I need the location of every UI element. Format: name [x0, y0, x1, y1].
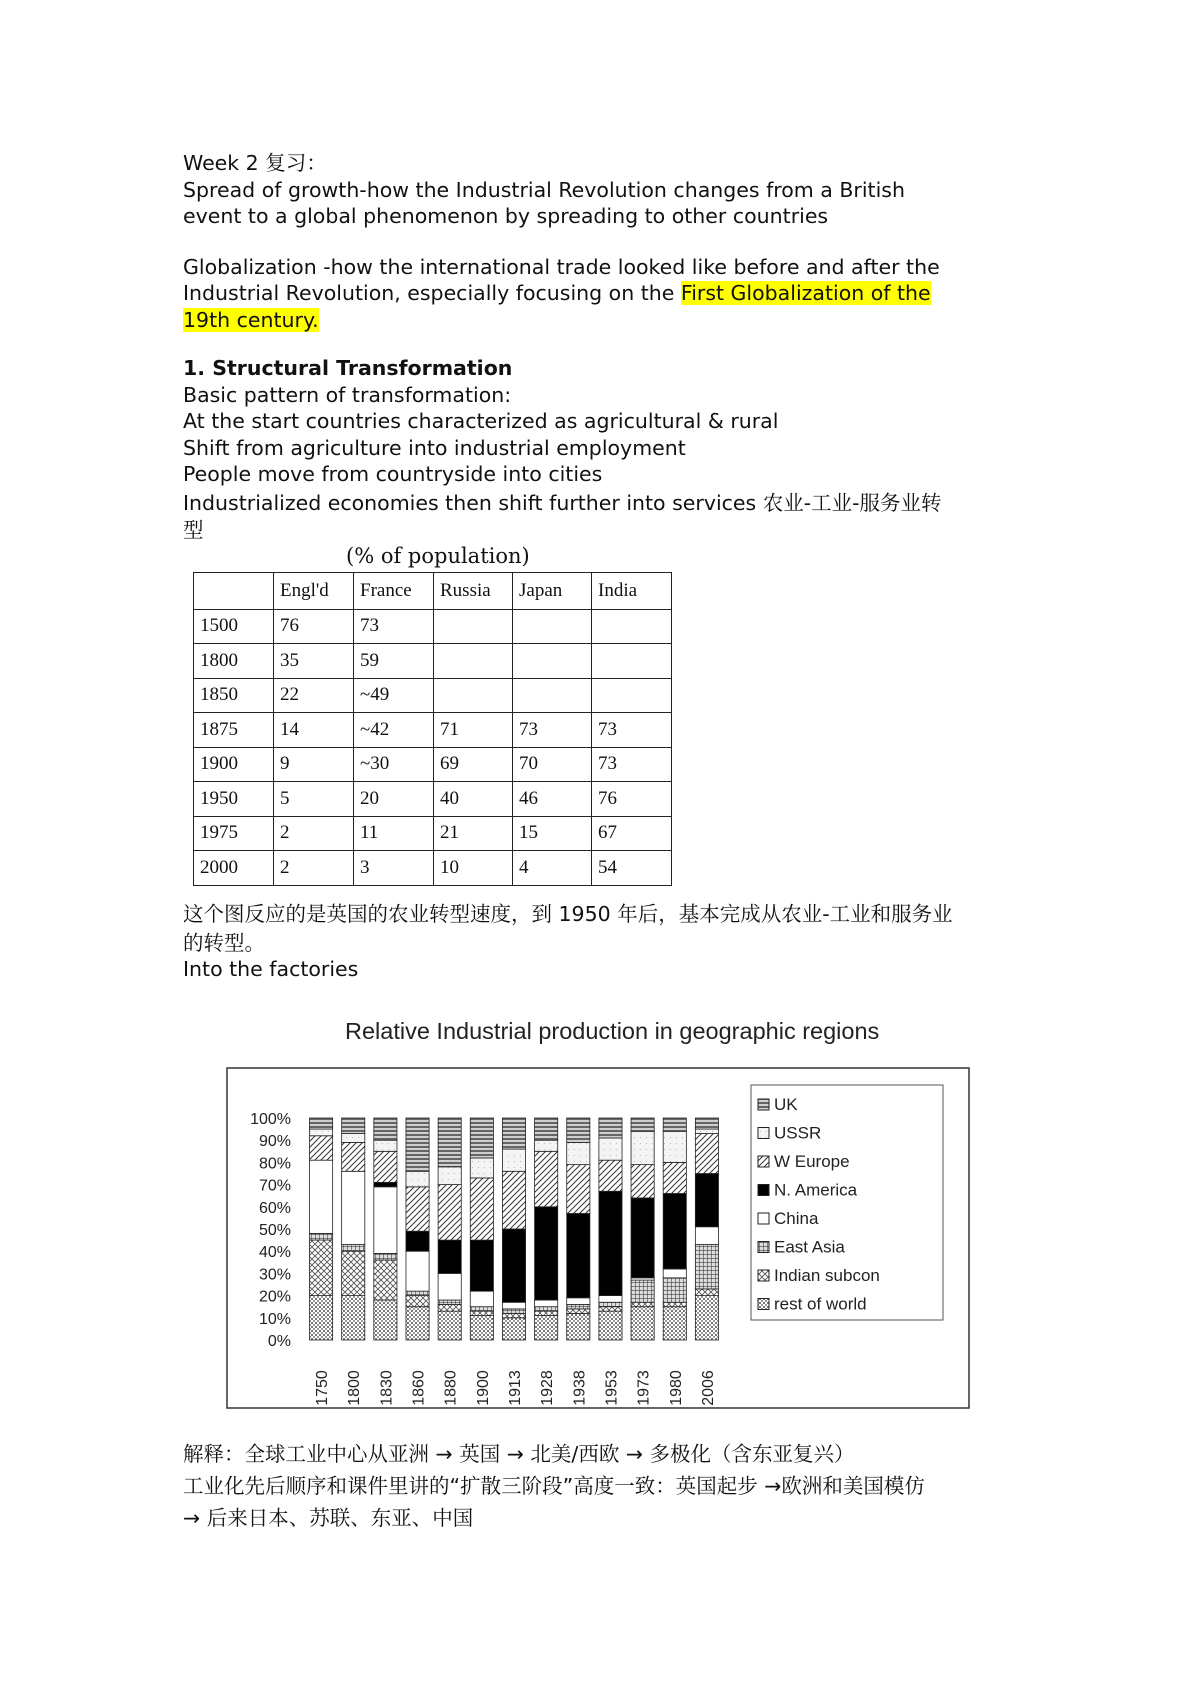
bar-segment [535, 1316, 558, 1340]
table-explanation-line-1: 这个图反应的是英国的农业转型速度，到 1950 年后，基本完成从农业-工业和服务业 [183, 901, 953, 926]
table-explanation-line-2: 的转型。 [183, 930, 265, 955]
table-cell: 59 [354, 644, 434, 679]
bar-segment [374, 1118, 397, 1140]
y-tick-label: 30% [258, 1266, 291, 1284]
table-year-cell: 1900 [194, 747, 274, 782]
bar-segment [663, 1302, 686, 1306]
table-year-cell: 1500 [194, 609, 274, 644]
bar-segment [695, 1129, 718, 1133]
table-cell: 69 [434, 747, 513, 782]
y-tick-label: 100% [250, 1111, 291, 1128]
table-cell: 11 [354, 816, 434, 851]
bar-segment [695, 1118, 718, 1129]
table-cell: 20 [354, 782, 434, 817]
bar-segment [599, 1302, 622, 1306]
bar-segment [599, 1311, 622, 1340]
table-cell: 40 [434, 782, 513, 817]
bar-segment [535, 1140, 558, 1151]
table-cell: ~49 [354, 678, 434, 713]
table-cell [434, 609, 513, 644]
table-cell: 2 [274, 816, 354, 851]
table-year-cell: 1800 [194, 644, 274, 679]
bar-segment [342, 1142, 365, 1171]
table-caption: (% of population) [346, 543, 530, 568]
bar-segment [374, 1140, 397, 1151]
bar-segment [342, 1251, 365, 1295]
bar-segment [502, 1318, 525, 1340]
x-tick-label: 1830 [378, 1370, 396, 1406]
table-cell: 9 [274, 747, 354, 782]
bar-segment [663, 1278, 686, 1302]
bar-segment [567, 1165, 590, 1214]
chart-title: Relative Industrial production in geographic regions [345, 1018, 880, 1044]
bar-segment [631, 1280, 654, 1302]
bar-segment [631, 1307, 654, 1340]
table-cell [513, 678, 592, 713]
x-tick-label: 1913 [507, 1370, 524, 1406]
bar-segment [342, 1134, 365, 1143]
table-cell: 73 [354, 609, 434, 644]
bar-segment [470, 1307, 493, 1311]
bar-segment [438, 1273, 461, 1300]
table-year-cell: 1950 [194, 782, 274, 817]
bar-segment [438, 1118, 461, 1167]
table-header-cell: France [354, 572, 434, 609]
bar-segment [470, 1158, 493, 1178]
bar-segment [438, 1240, 461, 1273]
table-year-cell: 1875 [194, 713, 274, 748]
into-factories: Into the factories [183, 956, 359, 981]
bar-segment [342, 1245, 365, 1252]
table-cell: 35 [274, 644, 354, 679]
table-cell [592, 644, 672, 679]
legend-swatch [758, 1185, 769, 1196]
bar-segment [438, 1300, 461, 1304]
bar-segment [567, 1309, 590, 1313]
legend-label: W Europe [774, 1152, 850, 1171]
bar-segment [535, 1300, 558, 1307]
legend-swatch [758, 1213, 769, 1224]
bar-segment [470, 1178, 493, 1240]
bar-segment [502, 1118, 525, 1149]
bar-segment [438, 1167, 461, 1185]
bar-segment [631, 1131, 654, 1164]
legend-swatch [758, 1270, 769, 1281]
highlight-19th-century: 19th century. [183, 307, 319, 332]
legend-swatch [758, 1128, 769, 1139]
x-tick-label: 1980 [667, 1370, 685, 1406]
bar-segment [310, 1296, 333, 1340]
document-page [183, 0, 1043, 982]
bar-segment [310, 1136, 333, 1160]
table-header-cell: Engl'd [274, 572, 354, 609]
section-line-3: Shift from agriculture into industrial employment [183, 435, 686, 460]
x-tick-label: 1938 [571, 1370, 589, 1406]
bar-segment [406, 1231, 429, 1251]
x-tick-label: 2006 [699, 1370, 717, 1406]
bar-segment [695, 1296, 718, 1340]
explanation-block [183, 1438, 1063, 1534]
bar-segment [310, 1240, 333, 1296]
spread-line-1: Spread of growth-how the Industrial Revolution changes from a British [183, 177, 905, 202]
table-cell: 10 [434, 851, 513, 886]
table-cell: 70 [513, 747, 592, 782]
table-cell: 54 [592, 851, 672, 886]
legend-label: Indian subcon [774, 1266, 880, 1285]
bar-segment [406, 1296, 429, 1307]
table-row [194, 713, 672, 748]
bar-segment [438, 1311, 461, 1340]
x-tick-label: 1860 [410, 1370, 428, 1406]
y-tick-label: 0% [267, 1333, 291, 1350]
bar-segment [470, 1316, 493, 1340]
bar-segment [663, 1307, 686, 1340]
bar-segment [502, 1229, 525, 1302]
bar-segment [406, 1118, 429, 1171]
bar-segment [631, 1118, 654, 1131]
bar-segment [631, 1302, 654, 1306]
y-tick-label: 20% [258, 1288, 291, 1306]
bar-segment [695, 1174, 718, 1227]
globalization-line-2 [183, 280, 1043, 307]
table-cell: 46 [513, 782, 592, 817]
legend-swatch [758, 1099, 769, 1110]
table-header-cell: Russia [434, 572, 513, 609]
table-row [194, 747, 672, 782]
table-cell: 15 [513, 816, 592, 851]
legend-swatch [758, 1299, 769, 1310]
bar-segment [695, 1134, 718, 1174]
table-cell: 4 [513, 851, 592, 886]
bar-segment [535, 1207, 558, 1300]
bar-segment [470, 1311, 493, 1315]
bar-segment [502, 1149, 525, 1171]
week-heading: Week 2 复习： [183, 151, 327, 175]
table-cell: 76 [274, 609, 354, 644]
legend-label: China [774, 1209, 819, 1228]
bar-segment [342, 1296, 365, 1340]
industrial-production-chart [183, 1010, 1043, 1440]
bar-segment [631, 1198, 654, 1278]
spread-line-2: event to a global phenomenon by spreading to other countries [183, 204, 829, 228]
table-body [194, 609, 672, 885]
x-tick-label: 1880 [442, 1370, 460, 1406]
bar-segment [567, 1118, 590, 1142]
bar-segment [502, 1309, 525, 1313]
table-row [194, 782, 672, 817]
bar-segment [470, 1240, 493, 1291]
table-cell: 22 [274, 678, 354, 713]
legend-label: East Asia [774, 1237, 845, 1257]
bar-segment [695, 1227, 718, 1245]
table-cell: 73 [592, 713, 672, 748]
table-cell: 67 [592, 816, 672, 851]
bar-segment [567, 1142, 590, 1164]
bar-segment [310, 1129, 333, 1136]
explanation-line-2: 工业化先后顺序和课件里讲的“扩散三阶段”高度一致：英国起步 →欧洲和美国模仿 [183, 1474, 925, 1498]
section-line-2: At the start countries characterized as agricultural & rural [183, 409, 779, 433]
globalization-line-1: Globalization -how the international trade looked like before and after the [183, 254, 940, 279]
bar-segment [599, 1138, 622, 1160]
table-year-cell: 1850 [194, 678, 274, 713]
x-tick-label: 1750 [314, 1370, 332, 1406]
highlight-first-globalization: First Globalization of the [680, 281, 931, 305]
bar-segment [406, 1251, 429, 1291]
bar-segment [567, 1313, 590, 1340]
bar-segment [438, 1304, 461, 1311]
table-cell: 5 [274, 782, 354, 817]
x-tick-label: 1953 [603, 1370, 621, 1406]
explanation-line-1: 解释：全球工业中心从亚洲 → 英国 → 北美/西欧 → 多极化（含东亚复兴） [183, 1442, 855, 1466]
bar-segment [695, 1289, 718, 1296]
population-table [193, 572, 672, 886]
bar-segment [663, 1269, 686, 1278]
chart-svg [183, 1010, 1043, 1440]
bar-segment [374, 1182, 397, 1186]
table-cell [592, 678, 672, 713]
bar-segment [599, 1118, 622, 1138]
bar-segment [470, 1291, 493, 1307]
table-cell [513, 644, 592, 679]
bar-segment [535, 1307, 558, 1311]
legend-label: rest of world [774, 1294, 867, 1314]
bar-segment [374, 1151, 397, 1182]
explanation-line-3: → 后来日本、苏联、东亚、中国 [183, 1506, 474, 1530]
y-tick-label: 10% [258, 1310, 291, 1328]
services-line-2: 型 [183, 517, 204, 542]
bar-segment [695, 1245, 718, 1289]
bar-segment [502, 1313, 525, 1317]
table-cell [434, 644, 513, 679]
bar-segment [310, 1233, 333, 1240]
globalization-text: Industrial Revolution, especially focusing on the [183, 281, 681, 305]
table-cell [513, 609, 592, 644]
bar-segment [502, 1302, 525, 1309]
bar-segment [406, 1307, 429, 1340]
bar-segment [663, 1118, 686, 1131]
bar-segment [663, 1162, 686, 1193]
table-row [194, 644, 672, 679]
table-header-cell: India [592, 572, 672, 609]
bar-segment [599, 1160, 622, 1191]
table-header-cell [194, 572, 274, 609]
table-cell: 21 [434, 816, 513, 851]
bar-segment [535, 1151, 558, 1207]
bar-segment [310, 1160, 333, 1233]
table-row [194, 678, 672, 713]
bar-segment [663, 1131, 686, 1162]
y-tick-label: 50% [258, 1222, 291, 1239]
bar-segment [502, 1171, 525, 1229]
section-title: 1. Structural Transformation [183, 356, 513, 380]
bar-segment [567, 1298, 590, 1305]
bar-segment [567, 1304, 590, 1308]
table-row [194, 851, 672, 886]
table-cell: 76 [592, 782, 672, 817]
legend-label: UK [774, 1095, 798, 1114]
section-line-4: People move from countryside into cities [183, 462, 603, 486]
bar-segment [406, 1171, 429, 1187]
table-year-cell: 2000 [194, 851, 274, 886]
bar-segment [438, 1185, 461, 1241]
x-tick-label: 1900 [474, 1370, 492, 1406]
bar-segment [342, 1118, 365, 1134]
globalization-line-3 [183, 307, 1043, 334]
table-cell: 73 [513, 713, 592, 748]
legend-swatch [758, 1242, 769, 1253]
bar-segment [374, 1187, 397, 1254]
bar-segment [406, 1187, 429, 1231]
table-cell [434, 678, 513, 713]
table-cell: ~30 [354, 747, 434, 782]
bar-segment [599, 1296, 622, 1303]
bar-segment [374, 1260, 397, 1300]
table-year-cell: 1975 [194, 816, 274, 851]
x-tick-label: 1800 [346, 1370, 364, 1406]
table-row [194, 816, 672, 851]
y-tick-label: 70% [258, 1177, 291, 1195]
table-cell [592, 609, 672, 644]
bar-segment [567, 1213, 590, 1297]
table-header-cell: Japan [513, 572, 592, 609]
bar-segment [406, 1291, 429, 1295]
section-line-1: Basic pattern of transformation: [183, 382, 512, 407]
bar-segment [535, 1311, 558, 1315]
table-cell: ~42 [354, 713, 434, 748]
bar-segment [470, 1118, 493, 1158]
bar-segment [599, 1307, 622, 1311]
bar-segment [310, 1118, 333, 1129]
y-tick-label: 80% [258, 1155, 291, 1173]
table-cell: 2 [274, 851, 354, 886]
y-tick-label: 90% [258, 1133, 291, 1151]
table-row [194, 609, 672, 644]
bar-segment [535, 1118, 558, 1140]
legend-label: N. America [774, 1180, 858, 1200]
legend-label: USSR [774, 1123, 822, 1143]
legend-swatch [758, 1156, 769, 1167]
x-tick-label: 1928 [539, 1370, 557, 1406]
table-cell: 71 [434, 713, 513, 748]
table-cell: 3 [354, 851, 434, 886]
table-cell: 73 [592, 747, 672, 782]
bar-segment [599, 1191, 622, 1295]
bar-segment [374, 1253, 397, 1260]
y-tick-label: 40% [258, 1244, 291, 1262]
table-cell: 14 [274, 713, 354, 748]
bar-segment [663, 1193, 686, 1268]
bar-segment [374, 1300, 397, 1340]
bar-segment [631, 1165, 654, 1198]
services-line-1: Industrialized economies then shift further into services 农业-工业-服务业转 [183, 490, 942, 515]
bar-segment [342, 1171, 365, 1244]
table-header-row [194, 572, 672, 609]
y-tick-label: 60% [258, 1199, 291, 1217]
x-tick-label: 1973 [635, 1370, 653, 1406]
